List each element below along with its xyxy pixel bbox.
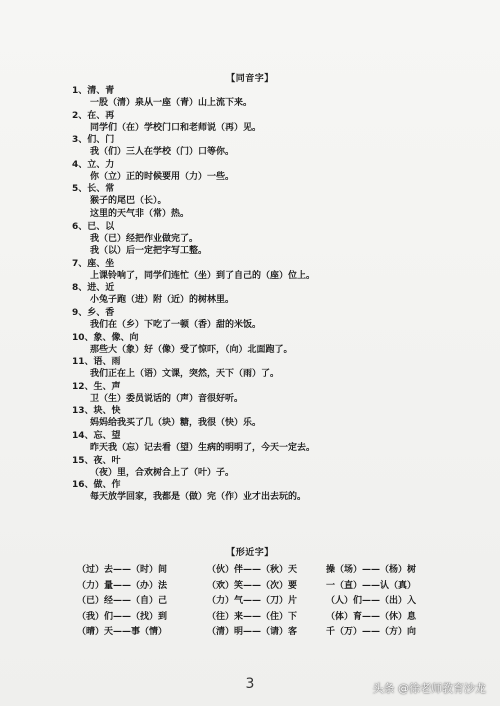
- homophone-entry: [72, 282, 472, 307]
- example-sentence: 这里的天气非（常）热。: [90, 208, 190, 219]
- example-sentence: 每天放学回家，我都是（做）完（作）业才出去玩的。: [90, 492, 307, 503]
- similar-pair: （力）量——（办）法: [77, 580, 168, 591]
- example-sentence: 我（们）三人在学校（门）口等你。: [90, 147, 235, 158]
- similar-row: [77, 594, 477, 610]
- homophone-entry: [72, 381, 472, 406]
- similar-pair: 千（万）——（方）向: [326, 627, 417, 637]
- similar-row: [77, 563, 477, 579]
- homophone-entry: [72, 134, 472, 159]
- example-sentence: 我（已）经把作业做完了。: [90, 233, 199, 244]
- example-sentence: 昨天我（忘）记去看（望）生病的明明了，今天一定去。: [90, 442, 316, 453]
- homophone-heading: 5、长、常: [72, 184, 115, 195]
- homophone-entry: [72, 405, 472, 430]
- homophone-heading: 14、忘、望: [72, 430, 121, 441]
- homophone-entry: [72, 258, 472, 283]
- homophone-entry: [72, 159, 472, 184]
- similar-characters-table: [77, 563, 477, 641]
- homophone-heading: 4、立、力: [72, 159, 115, 170]
- example-sentence: 一股（清）泉从一座（青）山上流下来。: [90, 98, 253, 108]
- similar-pair: （伙）伴——（秋）天: [207, 565, 298, 575]
- homophones-list: [72, 85, 472, 504]
- similar-pair: （力）气——（刀）片: [207, 596, 298, 606]
- homophone-entry: [72, 332, 472, 357]
- example-sentence: 我们在（乡）下吃了一顿（香）甜的米饭。: [90, 319, 262, 330]
- similar-row: [77, 579, 477, 595]
- example-sentence: 上课铃响了，同学们连忙（坐）到了自己的（座）位上。: [90, 270, 316, 281]
- example-sentence: 同学们（在）学校门口和老师说（再）见。: [90, 122, 262, 133]
- example-sentence: 我（以）后一定把字写工整。: [90, 246, 208, 257]
- example-sentence: 我们正在上（语）文课，突然，天下（雨）了。: [90, 369, 280, 380]
- similar-pair: （往）来——（住）下: [207, 611, 298, 622]
- homophone-entry: [72, 455, 472, 480]
- similar-pair: 一（直）——认（真）: [326, 580, 417, 591]
- example-sentence: 猴子的尾巴（长）。: [90, 196, 167, 207]
- homophone-entry: [72, 221, 472, 258]
- homophone-heading: 1、清、青: [72, 86, 115, 96]
- homophone-heading: 15、夜、叶: [72, 455, 121, 466]
- page-number: 3: [245, 676, 255, 692]
- homophone-heading: 13、块、快: [72, 406, 121, 417]
- homophone-heading: 2、在、再: [72, 110, 115, 121]
- homophone-heading: 8、进、近: [72, 283, 115, 294]
- homophone-entry: [72, 430, 472, 455]
- homophone-heading: 9、乡、香: [72, 307, 115, 318]
- homophone-heading: 6、已、以: [72, 221, 115, 232]
- similar-pair: （欢）笑——（次）要: [207, 580, 298, 591]
- example-sentence: 那些大（象）好（像）受了惊吓，（向）北面跑了。: [90, 344, 293, 355]
- example-sentence: 小兔子跑（进）附（近）的树林里。: [90, 295, 235, 306]
- homophone-entry: [72, 85, 472, 110]
- homophone-entry: [72, 307, 472, 332]
- homophone-heading: 3、们、门: [72, 135, 115, 146]
- similar-pair: （晴）天——事（情）: [77, 627, 168, 637]
- homophone-entry: [72, 479, 472, 504]
- similar-pair: 操（场）——（杨）树: [326, 565, 417, 575]
- similar-pair: （我）们——（找）到: [77, 611, 168, 622]
- similar-row: [77, 610, 477, 626]
- example-sentence: 卫（生）委员说话的（声）音很好听。: [90, 393, 244, 404]
- watermark: 头条 @徐老师教育沙龙: [372, 682, 486, 695]
- homophone-entry: [72, 183, 472, 220]
- similar-pair: （清）明——（请）客: [207, 627, 298, 637]
- homophone-heading: 16、做、作: [72, 480, 121, 491]
- homophone-entry: [72, 356, 472, 381]
- similar-pair: （体）育——（休）息: [326, 611, 417, 622]
- example-sentence: （夜）里，合欢树合上了（叶）子。: [90, 467, 235, 478]
- homophone-heading: 10、象、像、向: [72, 332, 139, 343]
- similar-pair: （过）去——（时）间: [77, 565, 168, 575]
- similar-pair: （已）经——（自）己: [77, 596, 168, 606]
- homophone-heading: 7、座、坐: [72, 258, 115, 269]
- similar-section-title: 【形近字】: [226, 548, 274, 558]
- homophone-entry: [72, 110, 472, 135]
- homophone-heading: 12、生、声: [72, 381, 121, 392]
- similar-pair: （人）们——（出）入: [326, 596, 417, 606]
- example-sentence: 妈妈给我买了几（块）糖，我很（快）乐。: [90, 418, 262, 429]
- homophone-heading: 11、语、雨: [72, 357, 121, 368]
- homophones-section-title: 【同音字】: [226, 74, 274, 84]
- similar-row: [77, 625, 477, 641]
- example-sentence: 你（立）正的时候要用（力）一些。: [90, 171, 235, 182]
